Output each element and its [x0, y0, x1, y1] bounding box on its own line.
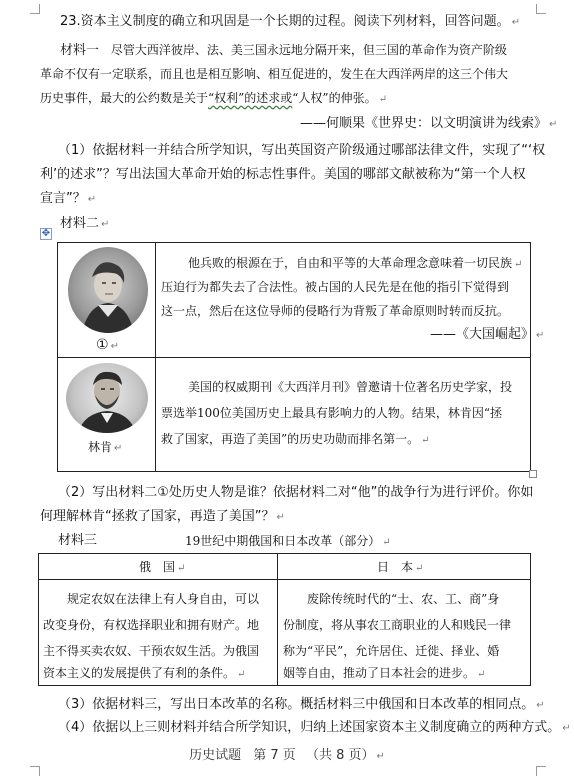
column-header-russia: 俄 国 ↵ [139, 560, 186, 574]
material1-line1: 材料一 尽管大西洋彼岸、法、美三国永远地分隔开来，但三国的革命作为资产阶级 [60, 43, 507, 58]
page-corner-bottom-right [536, 766, 546, 776]
material2-text-b1: 美国的权威期刊《大西洋月刊》曾邀请十位著名历史学家，投 [188, 380, 513, 394]
page-corner-top-right [536, 4, 546, 14]
material1-line3: 历史事件，最大的公约数是关于“权利”的述求或“人权”的伸张。 ↵ [40, 91, 387, 105]
material2-source-a: ——《大国崛起》 ↵ [430, 327, 545, 342]
russia-text-2: 改变身份，有权选择职业和拥有财产。地 [43, 618, 260, 632]
russia-text-3: 主不得买卖农奴、干预农奴生活。为俄国 [43, 644, 260, 658]
napoleon-figure-icon [68, 247, 148, 333]
question1-line2: 利’的述求”？写出法国大革命开始的标志性事件。美国的哪部文献被称为“第一个人权 [40, 167, 526, 182]
portrait2-caption: 林肯 ↵ [88, 440, 123, 454]
material2-text-b3: 救了国家，再造了美国”的历史功勋而排名第一。 ↵ [161, 432, 430, 446]
japan-text-1: 废除传统时代的“士、农、工、商”身 [307, 592, 500, 606]
material3-label: 材料三 [58, 533, 98, 548]
table-row-divider [58, 357, 530, 358]
footer-page-number: 第 7 页 [253, 748, 296, 763]
russia-text-1: 规定农奴在法律上有人身自由，可以 [67, 592, 260, 606]
japan-text-2: 份制度，将从事农工商职业的人和贱民一律 [283, 618, 512, 632]
footer-page-total: （共 8 页） [305, 748, 375, 763]
question-stem: 23.资本主义制度的确立和巩固是一个长期的过程。阅读下列材料，回答问题。 ↵ [60, 14, 521, 29]
page-corner-top-left [30, 4, 40, 14]
napoleon-portrait [68, 247, 148, 333]
question2-line1: （2）写出材料二①处历史人物是谁？依据材料二对“他”的战争行为进行评价。你如 [58, 485, 534, 500]
table-header-divider [39, 579, 530, 580]
material3-title: 19世纪中期俄国和日本改革（部分） ↵ [185, 534, 391, 548]
material1-source: ——何顺果《世界史：以文明演讲为线索》 ↵ [300, 116, 558, 131]
page-footer: 历史试题 第 7 页 （共 8 页） ↵ [189, 748, 385, 763]
material2-label: 材料二 ↵ [60, 216, 110, 231]
question1-line3: 宣言”？ ↵ [40, 191, 97, 206]
question4: （4）依据以上三则材料并结合所学知识，归纳上述国家资本主义制度确立的两种方式。 ↵ [58, 720, 571, 735]
question2-line2: 何理解林肯“拯救了国家，再造了美国”？ ↵ [40, 509, 285, 524]
japan-text-4: 姻等自由，推动了日本社会的进步。 ↵ [283, 666, 486, 680]
material2-table [57, 242, 545, 472]
material2-text-a2: 压迫行为都失去了合法性。被占国的人民先是在他的指引下觉得到 [161, 280, 510, 294]
paragraph-mark: ↵ [511, 17, 521, 28]
question1-line1: （1）依据材料一并结合所学知识，写出英国资产阶级通过哪部法律文件，实现了“‘权 [58, 143, 546, 158]
lincoln-portrait [66, 363, 148, 433]
portrait1-caption: ① ↵ [96, 337, 119, 353]
footer-subject: 历史试题 [189, 748, 242, 763]
material1-line2: 革命不仅有一定联系，而且也是相互影响、相互促进的，发生在大西洋两岸的这三个伟大 [40, 67, 509, 81]
page-corner-bottom-left [30, 766, 40, 776]
reform-comparison-table [38, 553, 531, 686]
material2-text-a1: 他兵败的根源在于，自由和平等的大革命理念意味着一切民族 ↵ [188, 256, 523, 270]
material2-text-a3: 这一点，然后在这位导师的侵略行为背叛了革命原则时转而反抗。 [161, 304, 510, 318]
japan-text-3: 称为“平民”，允许居住、迁徙、择业、婚 [283, 644, 500, 658]
table-move-handle[interactable]: ✥ [41, 228, 51, 239]
russia-text-4: 资本主义的发展提供了有利的条件。 ↵ [43, 666, 246, 680]
lincoln-figure-icon [66, 363, 148, 433]
column-header-japan: 日 本 ↵ [377, 560, 424, 574]
material1-label: 材料一 [60, 43, 100, 58]
material2-text-b2: 票选举100位美国历史上最具有影响力的人物。结果，林肯因“拯 [161, 406, 503, 420]
table-column-divider [277, 554, 278, 685]
table-resize-handle[interactable] [529, 470, 537, 478]
question3: （3）依据材料三，写出日本改革的名称。概括材料三中俄国和日本改革的相同点。 ↵ [58, 697, 545, 712]
